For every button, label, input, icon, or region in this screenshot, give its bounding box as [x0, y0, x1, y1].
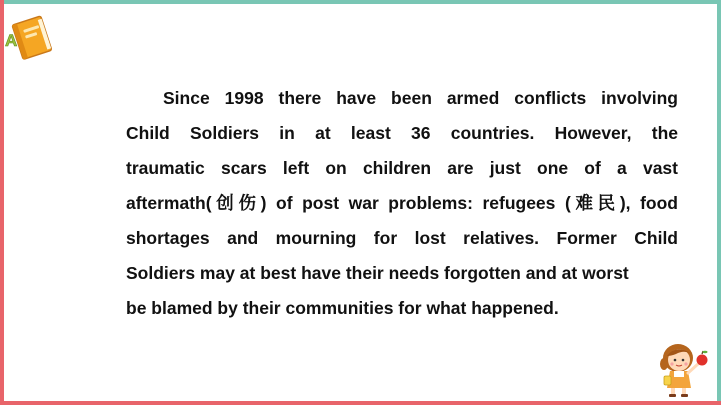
svg-text:A: A — [5, 31, 18, 50]
passage-line-1: Since 1998 there have been armed conflicts involving — [163, 88, 678, 108]
passage-line-4: aftermath(创伤) of post war problems: refugees (难民), food — [126, 193, 678, 213]
passage-line-3: traumatic scars left on children are just one of a vast — [126, 158, 678, 178]
passage-line-7: be blamed by their communities for what happened. — [126, 298, 559, 318]
passage-line-6: Soldiers may at best have their needs forgotten and at worst — [126, 263, 629, 283]
passage — [126, 84, 678, 329]
passage-line-2: Child Soldiers in at least 36 countries. However, the — [126, 123, 678, 143]
frame-right-border — [717, 0, 721, 405]
passage-line-5: shortages and mourning for lost relatives. Former Child — [126, 228, 678, 248]
frame-bottom-border — [0, 401, 721, 405]
frame-left-border — [0, 0, 4, 405]
frame-top-border — [0, 0, 721, 4]
book-icon — [3, 14, 53, 60]
girl-with-apple-icon — [656, 338, 714, 398]
